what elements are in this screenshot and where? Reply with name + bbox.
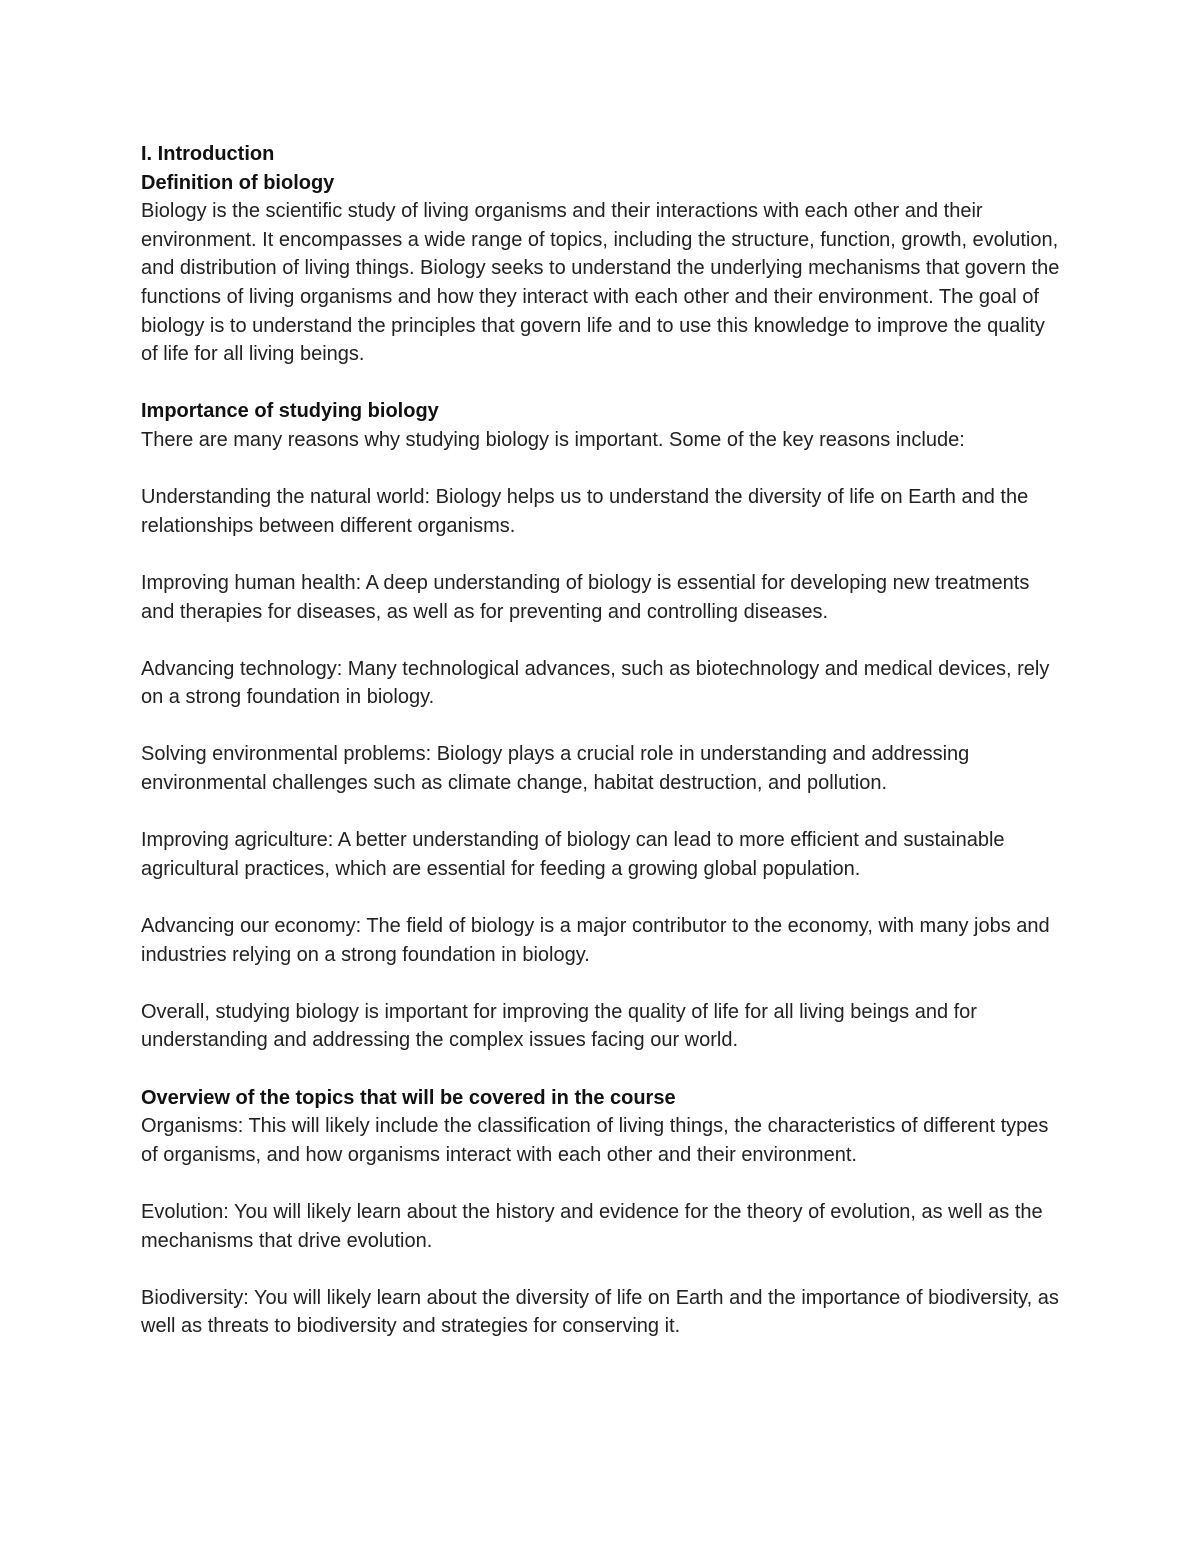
importance-conclusion: Overall, studying biology is important for improving the quality of life for all living beings and for understanding and addressing the complex issues facing our world. xyxy=(141,1000,977,1052)
overview-heading: Overview of the topics that will be covered in the course xyxy=(141,1086,676,1109)
importance-heading: Importance of studying biology xyxy=(141,400,439,423)
overview-topic: Evolution: You will likely learn about the history and evidence for the theory of evolution, as well as the mechanisms that drive evolution. xyxy=(141,1200,1043,1252)
section-title: I. Introduction xyxy=(141,143,275,165)
importance-point: Advancing our economy: The field of biology is a major contributor to the economy, with many jobs and industries relying on a strong foundation in biology. xyxy=(141,915,1050,966)
importance-intro: There are many reasons why studying biology is important. Some of the key reasons include: xyxy=(141,428,965,451)
document-body xyxy=(141,140,1066,1341)
importance-point: Improving agriculture: A better understanding of biology can lead to more efficient and sustainable agricultural practices, which are essential for feeding a growing global population. xyxy=(141,829,1005,880)
overview-topic: Biodiversity: You will likely learn about the diversity of life on Earth and the importance of biodiversity, as well as threats to biodiversity and strategies for conserving it. xyxy=(141,1286,1059,1338)
importance-point: Solving environmental problems: Biology plays a crucial role in understanding and addressing environmental challenges such as climate change, habitat destruction, and pollution. xyxy=(141,743,970,795)
overview-topic: Organisms: This will likely include the classification of living things, the characteristics of different types of organisms, and how organisms interact with each other and their environment. xyxy=(141,1115,1049,1166)
importance-point: Improving human health: A deep understanding of biology is essential for developing new treatments and therapies for diseases, as well as for preventing and controlling diseases. xyxy=(141,571,1030,623)
definition-paragraph: Biology is the scientific study of living organisms and their interactions with each other and their environment. It encompasses a wide range of topics, including the structure, function, growth, evolution, and distribution of living things. Biology seeks to understand the underlying mechanisms that govern the functions of living organisms and how they interact with each other and their environment. The goal of biology is to understand the principles that govern life and to use this knowledge to improve the quality of life for all living beings. xyxy=(141,200,1060,366)
importance-point: Understanding the natural world: Biology helps us to understand the diversity of life on Earth and the relationships between different organisms. xyxy=(141,486,1029,537)
definition-heading: Definition of biology xyxy=(141,171,335,194)
importance-point: Advancing technology: Many technological advances, such as biotechnology and medical devices, rely on a strong foundation in biology. xyxy=(141,657,1050,709)
